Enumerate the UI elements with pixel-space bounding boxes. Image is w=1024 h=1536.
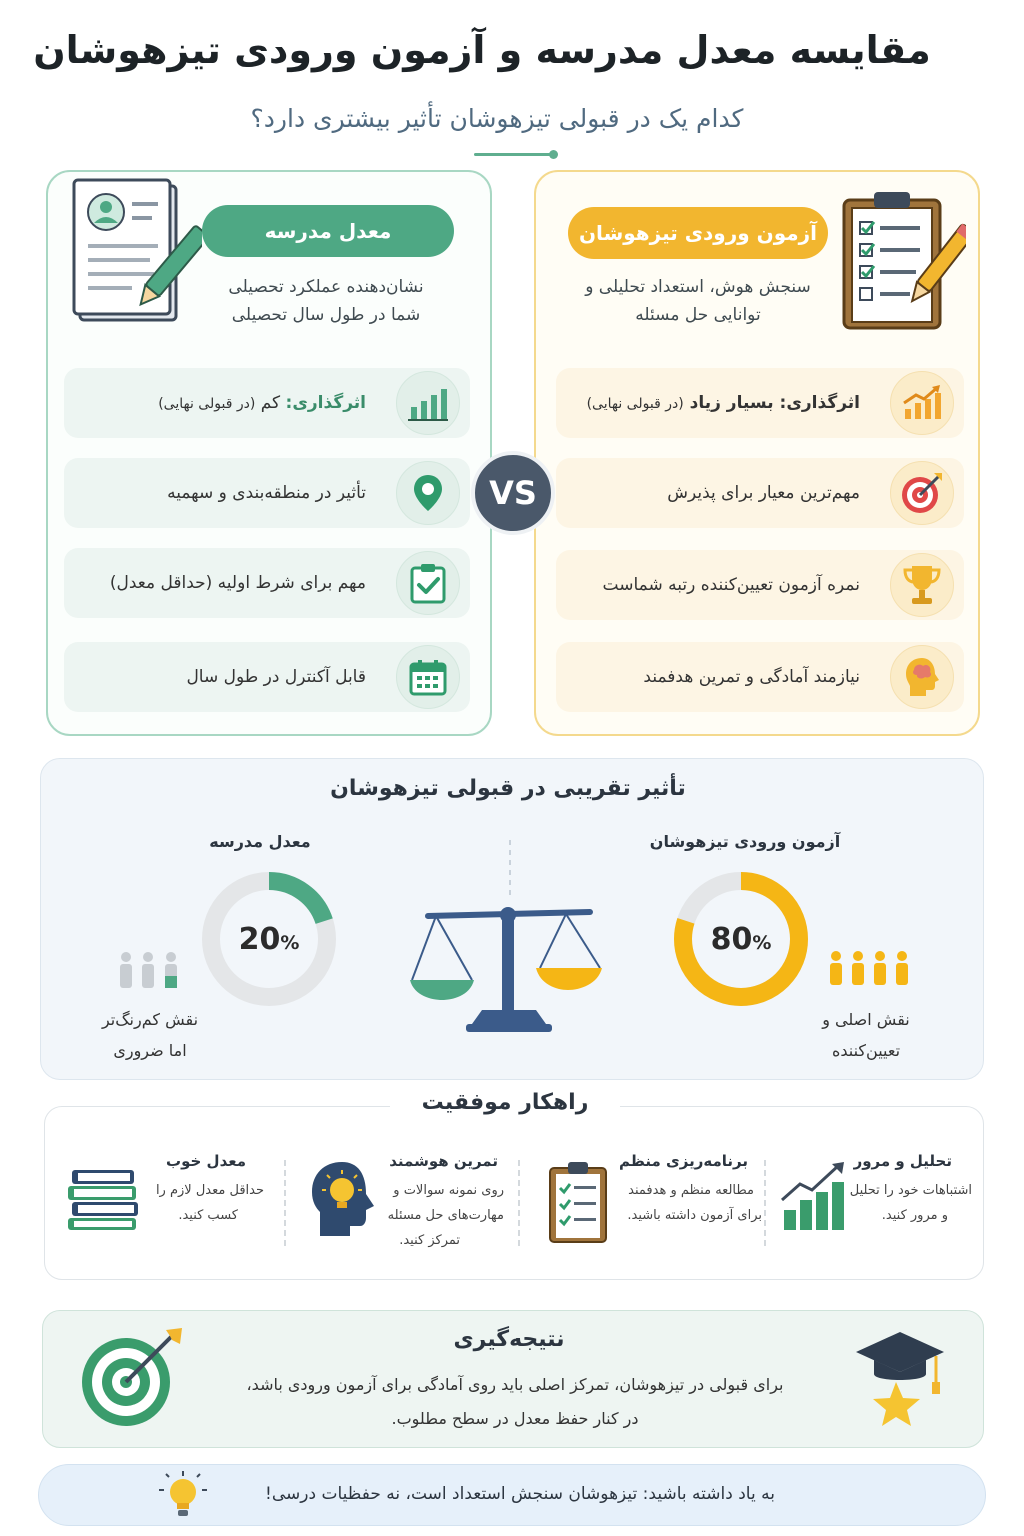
rising-chart-icon	[890, 371, 954, 435]
school-impact-value: کم	[255, 393, 286, 413]
school-min-gpa-text: مهم برای شرط اولیه (حداقل معدل)	[109, 573, 366, 593]
strategy-planning-title: برنامه‌ریزی منظم	[619, 1152, 748, 1170]
exam-impact-value: بسیار زیاد	[683, 393, 780, 413]
strategy-divider	[764, 1160, 766, 1246]
report-document-icon	[72, 178, 202, 328]
strategy-title: راهکار موفقیت	[390, 1090, 620, 1115]
target-icon	[890, 461, 954, 525]
brain-head-icon	[890, 645, 954, 709]
school-impact-note: (در قبولی نهایی)	[158, 396, 256, 412]
exam-rank-text: نمره آزمون تعیین‌کننده رتبه شماست	[602, 575, 860, 595]
school-region-quota-row	[64, 458, 470, 528]
people-grey-icon	[116, 950, 184, 994]
planner-clipboard-icon	[546, 1160, 610, 1248]
strategy-review: تحلیل و مرور اشتباهات خود را تحلیل و مرور کنید.	[776, 1152, 976, 1262]
strategy-practice-title: تمرین هوشمند	[389, 1152, 498, 1170]
exam-practice-row	[556, 642, 964, 712]
strategy-practice: تمرین هوشمند روی نمونه سوالات و مهارت‌های حل مسئله تمرکز کنید.	[300, 1152, 510, 1262]
lightbulb-icon	[156, 1470, 210, 1524]
exam-impact-label: اثرگذاری:	[779, 393, 860, 413]
balance-scale-icon	[400, 840, 620, 1044]
exam-donut-label: آزمون ورودی تیزهوشان	[649, 832, 841, 851]
page-subtitle: کدام یک در قبولی تیزهوشان تأثیر بیشتری دارد؟	[250, 104, 744, 133]
subtitle-underline	[474, 153, 554, 156]
exam-donut-value: 80%	[710, 922, 772, 957]
strategy-review-title: تحلیل و مرور	[853, 1152, 952, 1170]
exam-impact-note: (در قبولی نهایی)	[586, 396, 684, 412]
school-region-text: تأثیر در منطقه‌بندی و سهمیه	[167, 483, 366, 503]
people-yellow-icon	[826, 950, 916, 990]
books-icon	[66, 1166, 142, 1236]
exam-practice-text: نیازمند آمادگی و تمرین هدفمند	[643, 667, 860, 687]
school-gpa-badge: معدل مدرسه	[202, 205, 454, 257]
page-title: مقایسه معدل مدرسه و آزمون ورودی تیزهوشان	[33, 28, 931, 72]
conclusion-text: برای قبولی در تیزهوشان، تمرکز اصلی باید روی آمادگی برای آزمون ورودی باشد، در کنار حفظ معدل در سطح مطلوب.	[246, 1375, 784, 1428]
graduation-cap-star-icon	[852, 1328, 948, 1432]
checklist-clipboard-icon	[838, 188, 966, 334]
strategy-good-gpa: معدل خوب حداقل معدل لازم را کسب کنید.	[150, 1152, 274, 1262]
target-arrow-icon	[78, 1326, 186, 1434]
strategy-divider	[518, 1160, 520, 1246]
impact-title: تأثیر تقریبی در قبولی تیزهوشان	[330, 776, 686, 801]
entrance-exam-badge: آزمون ورودی تیزهوشان	[568, 207, 828, 259]
exam-impact-caption: نقش اصلی و تعیین‌کننده	[822, 1010, 910, 1060]
exam-rank-row	[556, 550, 964, 620]
school-control-text: قابل آکنترل در طول سال	[186, 667, 366, 687]
versus-badge: VS	[471, 451, 555, 535]
exam-admission-text: مهم‌ترین معیار برای پذیرش	[667, 483, 860, 503]
growth-chart-icon	[780, 1160, 850, 1238]
school-impact-caption: نقش کم‌رنگ‌تر اما ضروری	[101, 1010, 199, 1060]
school-impact-label: اثرگذاری:	[285, 393, 366, 413]
tip-text: به یاد داشته باشید: تیزهوشان سنجش استعداد است، نه حفظیات درسی!	[265, 1484, 775, 1504]
strategy-good-gpa-title: معدل خوب	[166, 1152, 246, 1170]
school-control-row	[64, 642, 470, 712]
school-donut-label: معدل مدرسه	[209, 832, 311, 851]
exam-impact-row	[556, 368, 964, 438]
strategy-planning: برنامه‌ریزی منظم مطالعه منظم و هدفمند برای آزمون داشته باشید.	[546, 1152, 762, 1262]
location-pin-icon	[396, 461, 460, 525]
entrance-exam-description: سنجش هوش، استعداد تحلیلی و توانایی حل مسئله	[585, 277, 811, 325]
school-donut-value: 20%	[238, 922, 300, 957]
clipboard-check-icon	[396, 551, 460, 615]
exam-admission-row	[556, 458, 964, 528]
strategy-divider	[284, 1160, 286, 1246]
subtitle-dot	[549, 150, 558, 159]
school-impact-row	[64, 368, 470, 438]
school-min-gpa-row	[64, 548, 470, 618]
idea-head-icon	[304, 1156, 380, 1244]
calendar-icon	[396, 645, 460, 709]
conclusion-title: نتیجه‌گیری	[453, 1327, 565, 1352]
trophy-icon	[890, 553, 954, 617]
school-gpa-description: نشان‌دهنده عملکرد تحصیلی شما در طول سال تحصیلی	[228, 277, 424, 325]
bar-chart-icon	[396, 371, 460, 435]
